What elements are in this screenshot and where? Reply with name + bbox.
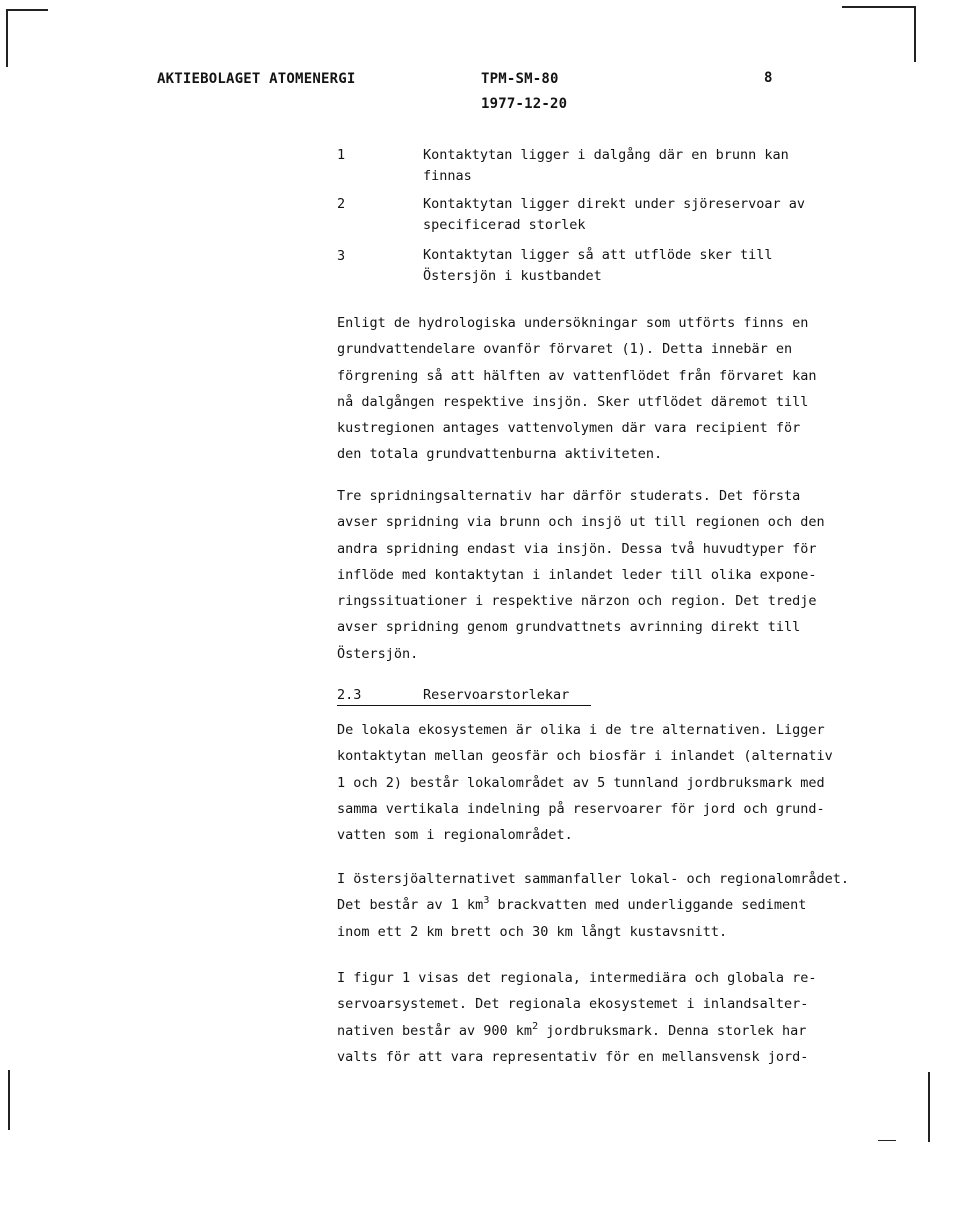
text-line: nå dalgången respektive insjön. Sker utflödet däremot till: [337, 393, 809, 410]
list-item-line: finnas: [423, 168, 472, 184]
text-line: 1 och 2) består lokalområdet av 5 tunnland jordbruksmark med: [337, 774, 825, 791]
scan-edge-mark-bottom-left: [8, 1070, 10, 1130]
text-line: andra spridning endast via insjön. Dessa två huvudtyper för: [337, 540, 817, 557]
list-item-number: 1: [337, 147, 346, 163]
text-line: vatten som i regionalområdet.: [337, 827, 573, 844]
text-line: I östersjöalternativet sammanfaller lokal- och regionalområdet.: [337, 871, 850, 887]
text-line: nativen består av 900 $km^2$ jordbruksmark. Denna storlek har: [337, 1020, 807, 1039]
list-item-number: 3: [337, 248, 346, 264]
scan-dash-mark-right: [878, 1140, 896, 1141]
section-title: Reservoarstorlekar: [423, 687, 570, 703]
text-line: samma vertikala indelning på reservoarer för jord och grund-: [337, 800, 825, 817]
paragraph-local-ecosystems: [337, 717, 833, 848]
text-line: ringssituationer i respektive närzon och region. Det tredje: [337, 593, 817, 610]
list-item-text: [423, 145, 789, 187]
text-line: förgrening så att hälften av vattenflödet från förvaret kan: [337, 367, 817, 384]
paragraph-reservoir-systems: [337, 965, 817, 1070]
scan-corner-mark-top-right: [842, 6, 916, 8]
list-item-line: Kontaktytan ligger i dalgång där en brunn kan: [423, 147, 789, 163]
text-line: avser spridning genom grundvattnets avrinning direkt till: [337, 619, 801, 636]
list-item-text: [423, 194, 805, 236]
list-item-line: Kontaktytan ligger direkt under sjöreservoar av: [423, 196, 806, 212]
text-line: I figur 1 visas det regionala, intermediära och globala re-: [337, 970, 817, 986]
page-number: 8: [764, 70, 773, 86]
text-line: inom ett 2 km brett och 30 km långt kustavsnitt.: [337, 923, 728, 940]
text-line: Tre spridningsalternativ har därför studerats. Det första: [337, 488, 801, 504]
text-line: Enligt de hydrologiska undersökningar som utförts finns en: [337, 315, 809, 331]
report-date: 1977-12-20: [481, 96, 568, 112]
text-line: kontaktytan mellan geosfär och biosfär i inlandet (alternativ: [337, 748, 833, 765]
text-line: valts för att vara representativ för en mellansvensk jord-: [337, 1048, 809, 1065]
superscript: 2: [532, 1020, 539, 1032]
paragraph-baltic-alternative: [337, 866, 849, 945]
scan-corner-mark-left: [6, 9, 8, 67]
section-heading: [337, 685, 591, 706]
paragraph-hydrology: [337, 310, 817, 468]
text-line: De lokala ekosystemen är olika i de tre alternativen. Ligger: [337, 722, 825, 738]
company-name: AKTIEBOLAGET ATOMENERGI: [157, 71, 356, 87]
paragraph-alternatives: [337, 483, 825, 667]
section-number: 2.3: [337, 687, 362, 703]
scan-corner-mark-top-left: [6, 9, 48, 11]
text-line: grundvattendelare ovanför förvaret (1). Detta innebär en: [337, 341, 793, 358]
superscript: 3: [483, 895, 490, 907]
list-item-number: 2: [337, 196, 346, 212]
list-item-line: Kontaktytan ligger så att utflöde sker till: [423, 247, 773, 263]
report-id: TPM-SM-80: [481, 71, 559, 87]
scan-corner-mark-right: [914, 6, 916, 62]
text-line: den totala grundvattenburna aktiviteten.: [337, 446, 663, 463]
text-line: avser spridning via brunn och insjö ut till regionen och den: [337, 514, 825, 531]
text-line: Östersjön.: [337, 645, 419, 662]
text-line: Det består av 1 $km^3$ brackvatten med underliggande sediment: [337, 895, 807, 914]
list-item-line: Östersjön i kustbandet: [423, 268, 602, 284]
text-line: kustregionen antages vattenvolymen där vara recipient för: [337, 420, 801, 437]
list-item-text: [423, 245, 773, 287]
text-line: inflöde med kontaktytan i inlandet leder till olika expone-: [337, 566, 817, 583]
text-line: servoarsystemet. Det regionala ekosystemet i inlandsalter-: [337, 996, 809, 1013]
list-item-line: specificerad storlek: [423, 217, 586, 233]
scan-edge-mark-bottom-right: [928, 1072, 930, 1142]
